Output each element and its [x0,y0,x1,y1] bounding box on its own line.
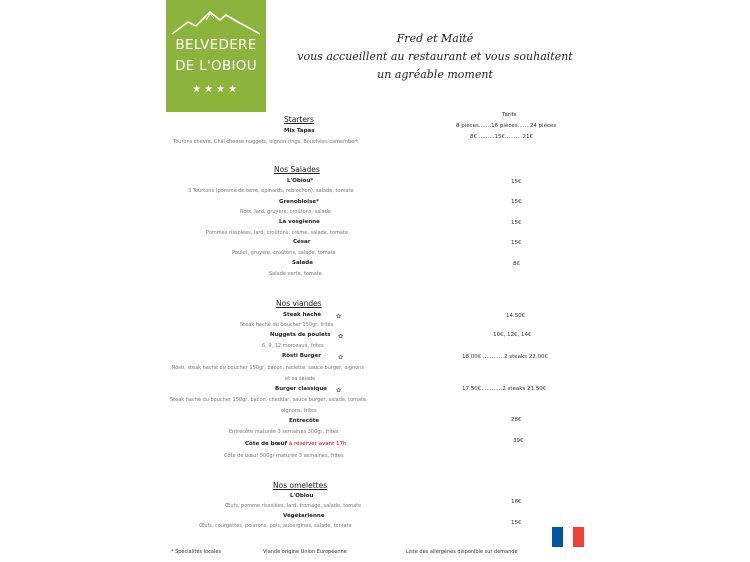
logo-line-2: DE L'OBIOU [175,58,257,74]
cote-de-boeuf [245,442,347,448]
item-description: Salade verte, tomate [269,271,322,277]
item-price: 15€ [511,179,522,185]
item-name: Côte de bœuf [245,441,287,447]
tapas-prices: 8€..........15€..........21€ [470,134,533,140]
item-description: Entrecôte maturée 3 semaines 300gr, frites [229,429,339,435]
item-price: 15€ [511,520,522,526]
item-name: Entrecôte [289,418,320,424]
tapas-pieces: 8 pièces.......16 pièces.......24 pièces [456,123,557,129]
item-price: 8€ [513,261,520,267]
section-title-viandes: Nos viandes [276,299,322,308]
flower-icon: ✿ [338,333,344,340]
french-flag-icon [552,527,584,547]
item-price: 17.50€............2 steaks 21.50€ [462,386,547,392]
item-name: L'Obiou [290,493,314,499]
flower-icon: ✿ [338,354,344,361]
tarifs-label: Tarifs [502,112,517,118]
flag-red-stripe [573,527,584,547]
header-line-3: un agréable moment [377,68,493,81]
item-price: 15€ [511,199,522,205]
item-description: Œufs, courgettes, poivrons, pois, aubergines, salade, tomate [199,523,352,529]
restaurant-logo [166,0,266,112]
logo-stars: ★★★★ [192,84,240,95]
item-description: Œufs, pomme rissolées, lard, fromage, salade, tomate [225,503,362,509]
flag-blue-stripe [552,527,563,547]
item-description: Poulet, gruyère, croûtons, salade, tomate [232,250,336,256]
item-description: 6, 9, 12 morceaux, frites [262,343,324,349]
item-description: Rösti, steak haché du boucher 150gr, bacon, raclette, sauce burger, oignons [172,365,364,371]
mountain-icon [166,0,266,40]
item-name: L'Obiou* [287,178,314,184]
item-name: Végétarienne [283,513,325,519]
footer-viande-origine: Viande origine Union Européenne [263,549,347,555]
item-description: Noix, lard, gruyère, croûtons, salade [240,209,332,215]
item-description: Steak haché du boucher 150gr, frites [240,322,334,328]
item-name: Mix Tapas [284,128,315,134]
flower-icon: ✿ [336,313,342,320]
item-description: Steak haché du boucher 150gr, bacon, cheddar, sauce burger, salade, tomate, [170,397,368,403]
header-line-1: Fred et Maïté [396,32,474,45]
item-price: 28€ [511,417,522,423]
item-name: Rösti Burger [282,353,321,359]
flower-icon: ✿ [336,387,342,394]
item-description: Tourons chèvre, Chili cheese nuggets, oignon rings, Bouchées camembert [173,139,359,145]
footer-allergenes: Liste des allergènes disponible sur demande [406,549,518,555]
header-line-2: vous accueillent au restaurant et vous souhaitent [297,50,573,63]
item-price: 16€ [511,499,522,505]
item-description: 3 Tourtons (pomme de terre, épinards, reblochon), salade, tomate [188,188,354,194]
item-name: Grenobloise* [279,199,320,205]
footer-specialites: * Spécialités locales [171,549,222,555]
item-description: et sa salade [285,376,316,382]
reservation-note: à réserver avant 17h [288,441,347,447]
item-description: oignons, frites [281,408,317,414]
item-price: 15€ [511,240,522,246]
item-description: Côte de bœuf 500gr maturée 3 semaines, frites [224,453,344,459]
flag-white-stripe [563,527,574,547]
item-price: 10€, 12€, 14€ [493,332,532,338]
item-price: 15€ [511,220,522,226]
item-name: Nuggets de poulets [270,332,331,338]
item-name: Burger classique [275,386,327,392]
item-price: 14.50€ [506,313,526,319]
item-name: Steak haché [283,312,322,318]
item-price: 18.00€ ............2 steaks 22.00€ [462,354,549,360]
item-price: 39€ [513,438,524,444]
item-name: Salade [292,260,313,266]
section-title-omelettes: Nos omelettes [273,481,328,490]
item-description: Pommes rissolées, lard, croûtons, crème, salade, tomate [206,230,349,236]
section-title-salades: Nos Salades [274,165,320,174]
item-name: La vosgienne [279,219,320,225]
section-title-starters: Starters [284,115,314,124]
logo-line-1: BELVEDERE [175,37,257,53]
item-name: César [293,239,311,245]
